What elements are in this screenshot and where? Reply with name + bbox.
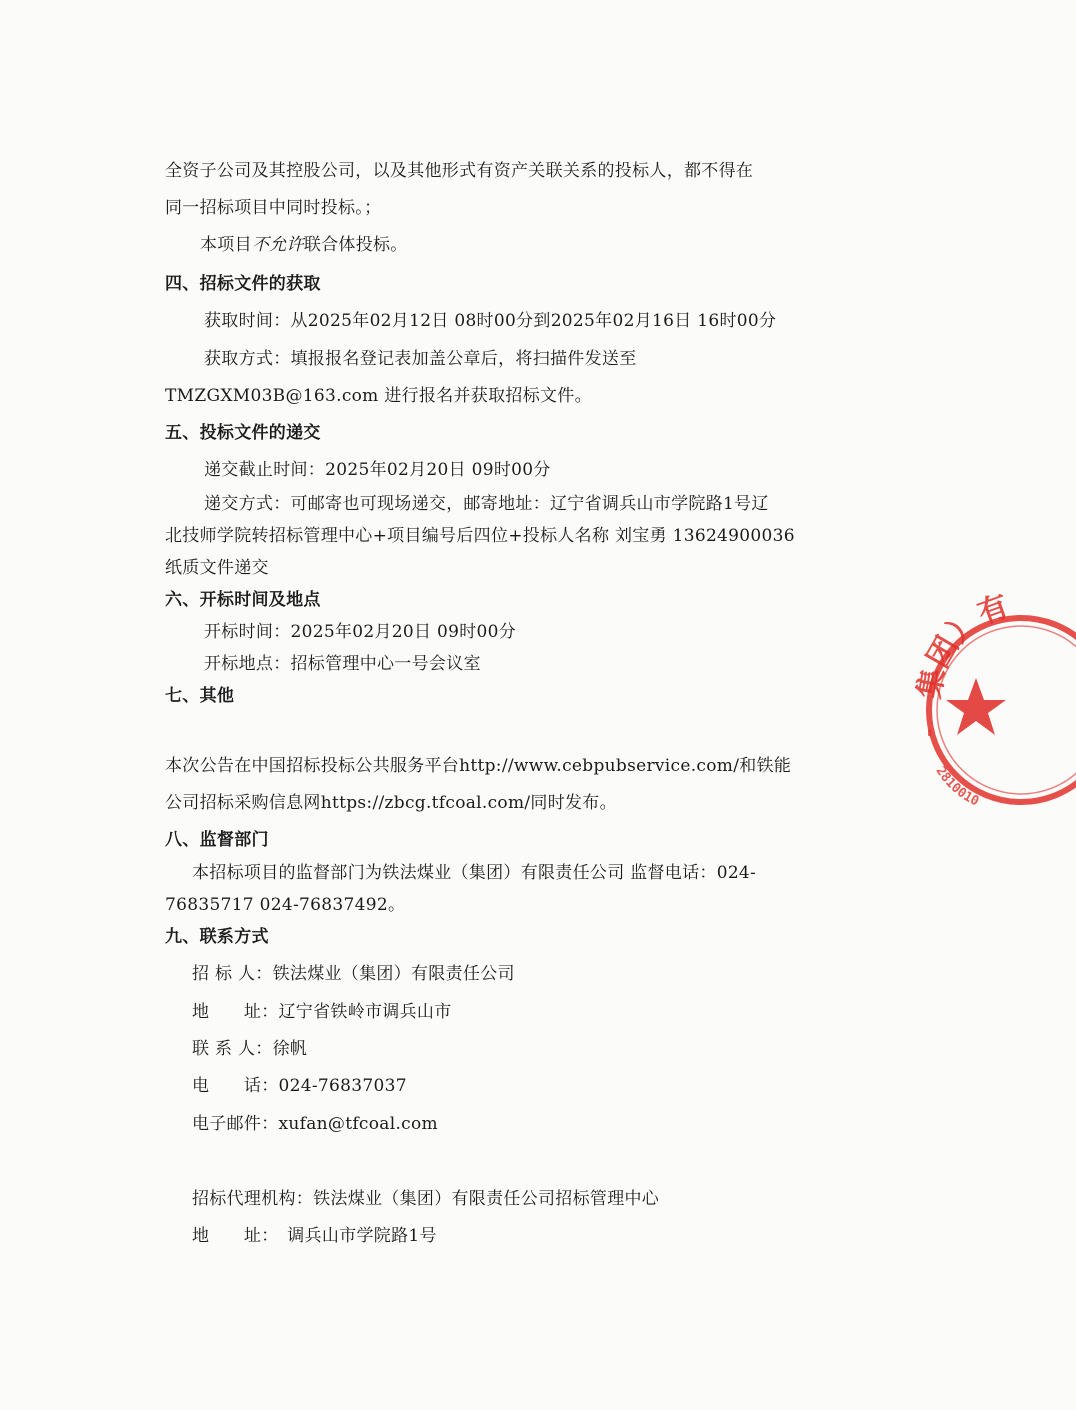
- contact-tenderer: 招 标 人：铁法煤业（集团）有限责任公司: [192, 964, 515, 984]
- contact-person: 联 系 人：徐帆: [192, 1039, 308, 1059]
- contact-address: 地 址：辽宁省铁岭市调兵山市: [192, 1002, 452, 1022]
- publish-line: 公司招标采购信息网https://zbcg.tfcoal.com/同时发布。: [165, 793, 617, 813]
- section-heading: 九、联系方式: [165, 927, 269, 947]
- acquire-method: 获取方式：填报报名登记表加盖公章后，将扫描件发送至: [204, 349, 637, 369]
- opening-time: 开标时间：2025年02月20日 09时00分: [204, 622, 517, 642]
- section-heading: 六、开标时间及地点: [165, 590, 321, 610]
- supervision-line: 本招标项目的监督部门为铁法煤业（集团）有限责任公司 监督电话：024-: [192, 863, 757, 883]
- contact-email: 电子邮件：xufan@tfcoal.com: [192, 1114, 438, 1134]
- acquire-time: 获取时间：从2025年02月12日 08时00分到2025年02月16日 16时00分: [204, 311, 777, 331]
- contact-phone: 电 话：024-76837037: [192, 1076, 407, 1096]
- consortium-pre: 本项目: [200, 235, 252, 255]
- agency-name: 招标代理机构：铁法煤业（集团）有限责任公司招标管理中心: [192, 1189, 660, 1209]
- seal-text-top: 集团）有: [912, 588, 1014, 702]
- company-seal: [912, 588, 1076, 810]
- paragraph-line: 同一招标项目中同时投标。；: [165, 198, 382, 218]
- consortium-post: 联合体投标。: [303, 235, 408, 255]
- section-heading: 七、其他: [165, 686, 235, 706]
- submit-method-cont: 纸质文件递交: [165, 558, 269, 578]
- seal-star-icon: [946, 678, 1006, 735]
- consortium-line: [200, 234, 408, 256]
- section-heading: 八、监督部门: [165, 830, 269, 850]
- submit-deadline: 递交截止时间：2025年02月20日 09时00分: [204, 460, 551, 480]
- publish-line: 本次公告在中国招标投标公共服务平台http://www.cebpubservice.com/和铁能: [165, 756, 792, 776]
- submit-method: 递交方式：可邮寄也可现场递交，邮寄地址：辽宁省调兵山市学院路1号辽: [204, 494, 769, 514]
- consortium-emphasis: 不允许: [251, 235, 304, 255]
- opening-place: 开标地点：招标管理中心一号会议室: [204, 654, 481, 674]
- acquire-method-cont: TMZGXM03B@163.com 进行报名并获取招标文件。: [165, 386, 592, 406]
- section-heading: 四、招标文件的获取: [165, 274, 321, 294]
- submit-method-cont: 北技师学院转招标管理中心+项目编号后四位+投标人名称 刘宝勇 13624900036: [165, 526, 795, 546]
- seal-text-bottom: 2810010: [932, 764, 982, 810]
- supervision-line: 76835717 024-76837492。: [165, 895, 406, 915]
- agency-address: 地 址： 调兵山市学院路1号: [192, 1226, 437, 1246]
- paragraph-line: 全资子公司及其控股公司，以及其他形式有资产关联关系的投标人，都不得在: [165, 161, 754, 181]
- section-heading: 五、投标文件的递交: [165, 423, 321, 443]
